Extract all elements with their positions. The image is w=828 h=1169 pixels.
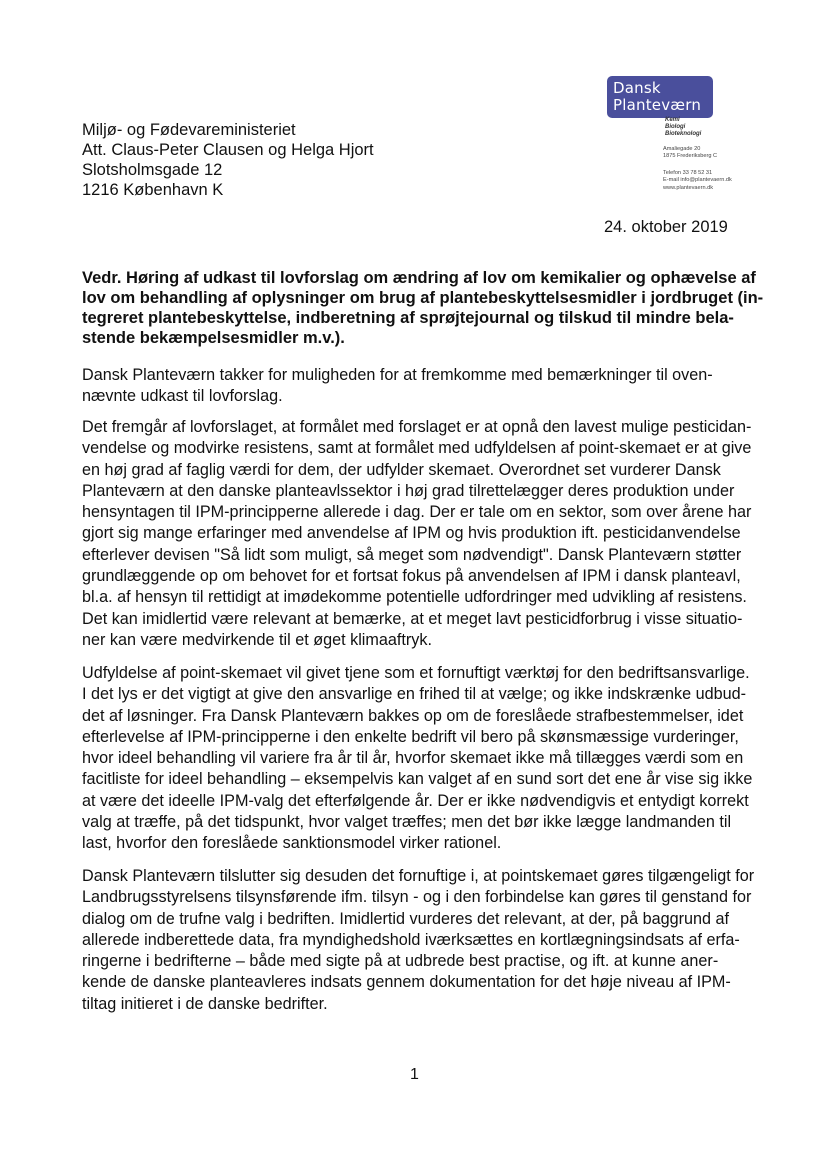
body-line: Dansk Planteværn takker for muligheden for at fremkomme med bemærkninger til oven- bbox=[82, 366, 713, 384]
body-line: kende de danske planteavleres indsats gennem dokumentation for det høje niveau af IPM- bbox=[82, 973, 731, 992]
body-line: last, hvorfor den foreslåede sanktionsmodel virker rationel. bbox=[82, 834, 502, 853]
letter-date: 24. oktober 2019 bbox=[604, 218, 728, 236]
body-line: Det fremgår af lovforslaget, at formålet med forslaget er at opnå den lavest mulige pesticidan- bbox=[82, 418, 752, 436]
body-line: vendelse og modvirke resistens, samt at formålet med udfyldelsen af point-skemaet er at give bbox=[82, 439, 752, 458]
body-line: facitliste for ideel behandling – eksempelvis kan valget af en sund sort det ene år vise sig ikke bbox=[82, 770, 753, 789]
body-line: hensyntagen til IPM-principperne allerede i dag. Der er tale om en sektor, som over årene har bbox=[82, 503, 752, 522]
contact-line: www.plantevaern.dk bbox=[663, 184, 714, 191]
body-line: I det lys er det vigtigt at give den ansvarlige en frihed til at vælge; og ikke indskrænke udbud- bbox=[82, 685, 747, 704]
recipient-line: Slotsholmsgade 12 bbox=[82, 161, 223, 179]
sender-contact bbox=[663, 170, 732, 192]
body-line: at være det ideelle IPM-valg det efterfølgende år. Der er ikke nødvendigvis et entydigt korrekt bbox=[82, 791, 749, 810]
body-line: grundlæggende op om behovet for et fortsat fokus på anvendelsen af IPM i dansk planteavl, bbox=[82, 567, 741, 586]
body-line: bl.a. af hensyn til rettidigt at imødekomme potentielle udfordringer med udvikling af resistens. bbox=[82, 588, 747, 607]
body-line: Planteværn at den danske planteavlssektor i høj grad tilrettelægger deres produktion under bbox=[82, 481, 735, 500]
contact-line: Telefon 33 78 52 31 bbox=[663, 170, 713, 176]
page-number: 1 bbox=[410, 1066, 419, 1083]
subject-line: lov om behandling af oplysninger om brug af plantebeskyttelsesmidler i jordbruget (in- bbox=[82, 289, 764, 307]
letter-subject bbox=[82, 268, 764, 348]
address-line: 1875 Frederiksberg C bbox=[663, 153, 718, 160]
recipient-line: Att. Claus-Peter Clausen og Helga Hjort bbox=[82, 141, 374, 159]
logo-line-2: Planteværn bbox=[613, 96, 702, 114]
paragraph-supervision bbox=[82, 866, 754, 1015]
body-line: en høj grad af faglig værdi for dem, der udfylder skemaet. Overordnet set vurderer Dansk bbox=[82, 460, 721, 479]
logo-subtitle bbox=[665, 117, 701, 138]
body-line: Dansk Planteværn tilslutter sig desuden det fornuftige i, at pointskemaet gøres tilgængeligt for bbox=[82, 867, 755, 885]
body-line: tiltag initieret i de danske bedrifter. bbox=[82, 994, 328, 1013]
recipient-line: 1216 København K bbox=[82, 181, 224, 199]
logo-sub-line: Bioteknologi bbox=[665, 131, 702, 137]
sender-address bbox=[663, 146, 717, 161]
body-line: gjort sig mange erfaringer med anvendelse af IPM og hvis produktion ift. pesticidanvendelse bbox=[82, 524, 741, 543]
contact-line: E-mail info@plantevaern.dk bbox=[663, 177, 732, 184]
paragraph-purpose bbox=[82, 417, 751, 651]
body-line: ringerne i bedrifterne – både med sigte på at udbrede best practise, og ift. at kunne aner- bbox=[82, 952, 719, 971]
recipient-line: Miljø- og Fødevareministeriet bbox=[82, 121, 296, 139]
body-line: Det kan imidlertid være relevant at bemærke, at et meget lavt pesticidforbrug i visse situatio- bbox=[82, 609, 743, 628]
logo-line-1: Dansk bbox=[613, 79, 661, 97]
address-line: Amaliegade 20 bbox=[663, 146, 701, 152]
body-line: Landbrugsstyrelsens tilsynsførende ifm. tilsyn - og i den forbindelse kan gøres til genstand for bbox=[82, 888, 752, 907]
body-line: efterlever devisen "Så lidt som muligt, så meget som nødvendigt". Dansk Planteværn støtter bbox=[82, 545, 742, 564]
body-line: det af løsninger. Fra Dansk Planteværn bakkes op om de foreslåede strafbestemmelser, idet bbox=[82, 706, 744, 725]
company-logo bbox=[607, 76, 713, 118]
subject-line: stende bekæmpelsesmidler m.v.). bbox=[82, 329, 345, 347]
paragraph-point-scheme bbox=[82, 663, 752, 855]
body-line: Udfyldelse af point-skemaet vil givet tjene som et fornuftigt værktøj for den bedriftsansvarlige. bbox=[82, 664, 750, 682]
subject-line: Vedr. Høring af udkast til lovforslag om ændring af lov om kemikalier og ophævelse af bbox=[82, 269, 756, 287]
logo-sub-line: Biologi bbox=[665, 124, 686, 130]
paragraph-intro bbox=[82, 365, 713, 408]
body-line: efterlevelse af IPM-principperne i den enkelte bedrift vil bero på skønsmæssige vurderinger, bbox=[82, 727, 739, 746]
body-line: dialog om de trufne valg i bedriften. Imidlertid vurderes det relevant, at der, på baggrund af bbox=[82, 909, 729, 928]
body-line: valg at træffe, på det tidspunkt, hvor valget træffes; men det bør ikke lægge landmanden til bbox=[82, 813, 732, 832]
recipient-address bbox=[82, 120, 374, 200]
body-line: allerede indberettede data, fra myndighedshold iværksættes en kortlægningsindsats af erfa- bbox=[82, 930, 740, 949]
body-line: hvor ideel behandling vil variere fra år til år, hvorfor skemaet ikke må tillægges værdi som en bbox=[82, 749, 744, 768]
body-line: ner kan være medvirkende til et øget klimaaftryk. bbox=[82, 630, 432, 649]
subject-line: tegreret plantebeskyttelse, indberetning af sprøjtejournal og tilskud til mindre bela- bbox=[82, 309, 734, 327]
body-line: nævnte udkast til lovforslag. bbox=[82, 387, 283, 406]
logo-sub-line: Kemi bbox=[665, 117, 680, 123]
